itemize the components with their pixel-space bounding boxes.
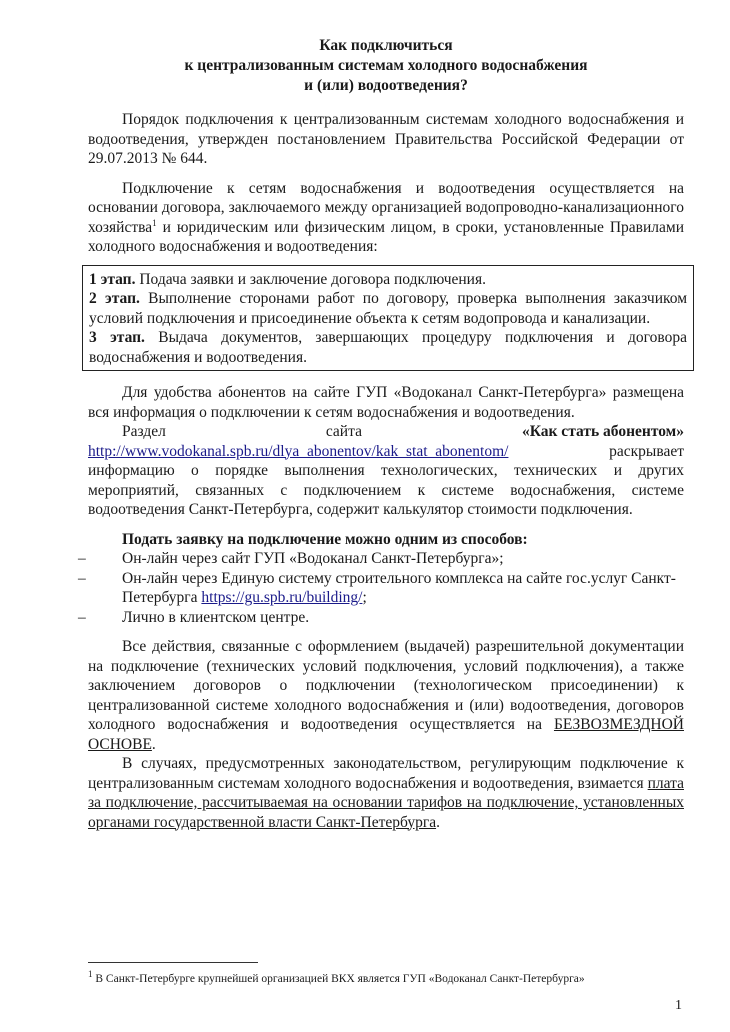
- section-title: «Как стать абонентом»: [521, 423, 684, 440]
- methods-title: Подать заявку на подключение можно одним из способов:: [122, 530, 528, 548]
- stages-box: [82, 265, 694, 372]
- title-line-1: Как подключиться: [319, 37, 453, 54]
- connection-fee-emphasis: плата за подключение, рассчитываемая на основании тарифов на подключение, установленных органами государственной власти Санкт-Петербурга: [88, 774, 684, 831]
- stage-3: [89, 328, 687, 367]
- paragraph-procedure: Порядок подключения к централизованным системам холодного водоснабжения и водоотведения, утвержден постановлением Правительства Российской Федерации от 29.07.2013 № 644.: [88, 111, 684, 167]
- method-text-end: ;: [362, 589, 367, 606]
- title-line-2: к централизованным системам холодного водоснабжения: [184, 57, 588, 74]
- dash-bullet: –: [78, 550, 86, 567]
- dash-bullet: –: [78, 569, 86, 587]
- stage-1: [89, 270, 687, 290]
- list-item: [78, 549, 684, 569]
- footnote-divider: [88, 962, 258, 963]
- stage-2: [89, 289, 687, 328]
- stage-label: 2 этап.: [89, 290, 140, 307]
- free-of-charge-emphasis: БЕЗВОЗМЕЗДНОЙ ОСНОВЕ: [88, 716, 684, 753]
- connection-fee-text: В случаях, предусмотренных законодательством, регулирующим подключение к централизованным системам холодного водоснабжения и водоотведения, взимается: [88, 755, 684, 792]
- footnote-text: В Санкт-Петербурге крупнейшей организацией ВКХ является ГУП «Водоканал Санкт-Петербурга»: [92, 973, 585, 985]
- stage-text: Выдача документов, завершающих процедуру подключения и договора водоснабжения и водоотведения.: [89, 329, 687, 366]
- section-word-2: сайта: [325, 423, 362, 440]
- footnote-ref: 1: [152, 217, 157, 228]
- gu-spb-link[interactable]: https://gu.spb.ru/building/: [201, 589, 363, 606]
- document-page: [78, 36, 687, 832]
- list-item: [78, 569, 684, 608]
- methods-list: [78, 549, 684, 627]
- footnote-mark: 1: [88, 969, 93, 980]
- abonent-page-link[interactable]: http://www.vodokanal.spb.ru/dlya_abonentov/kak_stat_abonentom/: [88, 442, 509, 460]
- page-number: 1: [675, 998, 682, 1013]
- section-after-link: раскрывает: [609, 442, 684, 460]
- paragraph-contract: [88, 179, 684, 257]
- paragraph-contract-text: Подключение к сетям водоснабжения и водоотведения осуществляется на основании договора, заключаемого между организацией водопроводно-канализационного хозяйства: [88, 179, 684, 236]
- paragraph-connection-fee: [88, 754, 684, 832]
- section-link-row: [88, 442, 684, 462]
- section-description: информацию о порядке выполнения технологических, технических и других мероприятий, связанных с подключением к системе водоснабжения, системе водоотведения Санкт-Петербурга, содержит калькулятор стоимости подключения.: [88, 462, 684, 518]
- stage-label: 3 этап.: [89, 329, 145, 346]
- free-of-charge-end: .: [151, 735, 156, 753]
- connection-fee-end: .: [436, 813, 440, 831]
- method-text: Он-лайн через сайт ГУП «Водоканал Санкт-Петербурга»;: [122, 550, 504, 567]
- stage-label: 1 этап.: [89, 270, 136, 288]
- free-of-charge-text: Все действия, связанные с оформлением (выдачей) разрешительной документации на подключение (технических условий подключения, условий подключения), а также заключением договоров о подключении (технологическом присоединении) к централизованной системе холодного водоснабжения и (или) водоотведения, договоров холодного водоснабжения и водоотведения осуществляется на: [88, 638, 684, 733]
- title-line-3: и (или) водоотведения?: [304, 77, 468, 94]
- section-word-1: Раздел: [122, 423, 166, 440]
- stage-text: Выполнение сторонами работ по договору, проверка выполнения заказчиком условий подключения и присоединение объекта к сетям водопровода и канализации.: [89, 290, 687, 327]
- paragraph-contract-text-end: и юридическим или физическим лицом, в сроки, установленные Правилами холодного водоснабжения и водоотведения:: [88, 218, 684, 255]
- paragraph-free-of-charge: [88, 637, 684, 754]
- method-text: Он-лайн через Единую систему строительного комплекса на сайте гос.услуг Санкт-Петербурга: [122, 569, 676, 606]
- dash-bullet: –: [78, 608, 86, 626]
- section-heading-row: [88, 422, 684, 442]
- document-title: [88, 36, 684, 96]
- stage-text: Подача заявки и заключение договора подключения.: [135, 270, 486, 288]
- paragraph-website-info: Для удобства абонентов на сайте ГУП «Водоканал Санкт-Петербурга» размещена вся информация о подключении к сетям водоснабжения и водоотведения.: [88, 384, 684, 421]
- list-item: [78, 608, 684, 628]
- footnote: [88, 969, 585, 986]
- method-text: Лично в клиентском центре.: [122, 608, 310, 626]
